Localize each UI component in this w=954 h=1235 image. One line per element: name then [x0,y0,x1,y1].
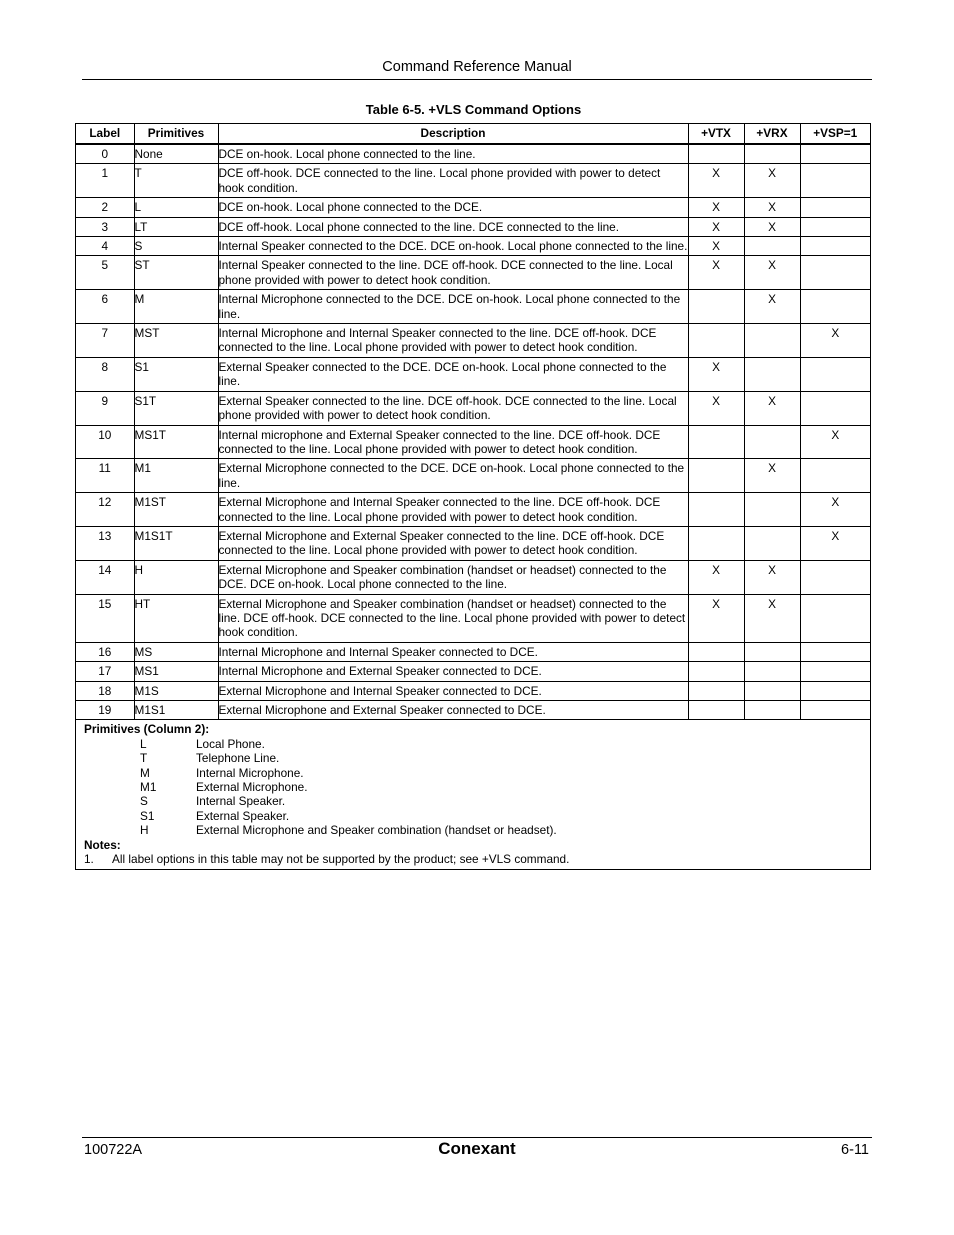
legend-item [84,737,862,751]
cell-vsp [800,198,870,217]
cell-vsp: X [800,324,870,358]
legend-meaning: External Microphone and Speaker combination (handset or headset). [196,823,557,838]
vls-options-table [76,124,870,720]
table-row [76,237,870,256]
cell-primitives: T [134,164,218,198]
cell-description: Internal Microphone and External Speaker connected to DCE. [218,662,688,681]
cell-primitives: LT [134,217,218,236]
legend-meaning: Telephone Line. [196,751,280,766]
cell-label: 19 [76,701,134,720]
column-header-vtx: +VTX [688,124,744,144]
cell-vtx [688,290,744,324]
cell-vtx: X [688,560,744,594]
note-number: 1. [84,852,94,867]
cell-vtx [688,425,744,459]
column-header-vsp: +VSP=1 [800,124,870,144]
note-text: All label options in this table may not be supported by the product; see +VLS command. [112,852,570,867]
cell-label: 11 [76,459,134,493]
table-title: Table 6-5. +VLS Command Options [365,102,582,117]
legend-item [84,780,862,794]
legend-code: H [140,823,149,838]
cell-vsp [800,357,870,391]
legend-code: S1 [140,808,155,823]
cell-description: DCE off-hook. Local phone connected to the line. DCE connected to the line. [218,217,688,236]
table-row [76,290,870,324]
cell-vrx [744,662,800,681]
cell-primitives: ST [134,256,218,290]
legend-item [84,794,862,808]
legend-meaning: Internal Speaker. [196,794,286,809]
cell-vrx [744,237,800,256]
cell-label: 4 [76,237,134,256]
table-row [76,493,870,527]
cell-label: 5 [76,256,134,290]
table-row [76,324,870,358]
legend-meaning: External Microphone. [196,780,308,795]
cell-vsp [800,391,870,425]
cell-primitives: L [134,198,218,217]
cell-vsp [800,144,870,164]
cell-vtx [688,642,744,661]
notes-list [84,852,862,866]
table-row [76,425,870,459]
cell-description: Internal microphone and External Speaker connected to the line. DCE off-hook. DCE connected to the line. Local phone provided with power to detect hook condition. [218,425,688,459]
cell-description: External Speaker connected to the line. DCE off-hook. DCE connected to the line. Local phone provided with power to detect hook condition. [218,391,688,425]
page-number: 6-11 [841,1142,869,1158]
vls-options-table-frame [75,123,871,870]
primitives-legend-list [84,737,862,838]
cell-vrx: X [744,217,800,236]
primitives-legend-title: Primitives (Column 2): [84,722,210,737]
cell-vtx [688,324,744,358]
cell-label: 16 [76,642,134,661]
cell-description: External Microphone and Internal Speaker connected to DCE. [218,681,688,700]
cell-primitives: HT [134,594,218,642]
cell-vtx: X [688,164,744,198]
table-row [76,357,870,391]
cell-vsp [800,701,870,720]
table-row [76,391,870,425]
cell-vsp [800,662,870,681]
cell-description: Internal Speaker connected to the DCE. DCE on-hook. Local phone connected to the line. [218,237,688,256]
cell-primitives: S1 [134,357,218,391]
cell-vsp: X [800,493,870,527]
legend-code: S [140,794,148,809]
cell-label: 15 [76,594,134,642]
cell-label: 3 [76,217,134,236]
cell-label: 13 [76,526,134,560]
cell-primitives: S1T [134,391,218,425]
legend-meaning: Internal Microphone. [196,765,304,780]
cell-vrx [744,357,800,391]
table-row [76,164,870,198]
cell-description: Internal Microphone connected to the DCE. DCE on-hook. Local phone connected to the line. [218,290,688,324]
cell-label: 12 [76,493,134,527]
legend-item [84,809,862,823]
cell-vrx: X [744,198,800,217]
cell-vrx: X [744,290,800,324]
cell-description: External Microphone connected to the DCE. DCE on-hook. Local phone connected to the line. [218,459,688,493]
cell-vtx: X [688,357,744,391]
table-row [76,594,870,642]
cell-label: 0 [76,144,134,164]
cell-vtx [688,526,744,560]
cell-vrx [744,324,800,358]
cell-vrx [744,144,800,164]
table-row [76,144,870,164]
cell-description: DCE off-hook. DCE connected to the line. Local phone provided with power to detect hook condition. [218,164,688,198]
cell-vrx: X [744,256,800,290]
legend-code: M [140,765,150,780]
cell-primitives: None [134,144,218,164]
cell-vsp [800,594,870,642]
cell-description: External Speaker connected to the DCE. DCE on-hook. Local phone connected to the line. [218,357,688,391]
table-row [76,681,870,700]
cell-primitives: M1S1 [134,701,218,720]
column-header-label: Label [76,124,134,144]
cell-label: 7 [76,324,134,358]
table-row [76,459,870,493]
cell-vtx [688,701,744,720]
cell-primitives: H [134,560,218,594]
cell-vsp: X [800,526,870,560]
cell-vrx: X [744,391,800,425]
cell-vsp [800,459,870,493]
table-row [76,662,870,681]
cell-vrx: X [744,560,800,594]
cell-vsp [800,217,870,236]
cell-primitives: S [134,237,218,256]
legend-item [84,766,862,780]
running-header-title: Command Reference Manual [382,59,572,75]
cell-description: External Microphone and Internal Speaker connected to the line. DCE off-hook. DCE connected to the line. Local phone provided with power to detect hook condition. [218,493,688,527]
cell-vtx [688,662,744,681]
cell-primitives: MS [134,642,218,661]
cell-label: 2 [76,198,134,217]
footer-rule [82,1137,872,1138]
cell-vsp [800,642,870,661]
cell-description: DCE on-hook. Local phone connected to the DCE. [218,198,688,217]
cell-vtx: X [688,594,744,642]
cell-vrx [744,681,800,700]
table-row [76,701,870,720]
cell-primitives: MST [134,324,218,358]
cell-vrx [744,642,800,661]
table-row [76,198,870,217]
table-header-row [76,124,870,144]
cell-vsp [800,681,870,700]
cell-label: 6 [76,290,134,324]
cell-description: External Microphone and Speaker combination (handset or headset) connected to the line. DCE off-hook. DCE connected to the line. Local phone provided with power to detect hook condition. [218,594,688,642]
table-row [76,560,870,594]
cell-vrx [744,493,800,527]
cell-vtx: X [688,391,744,425]
cell-description: Internal Speaker connected to the line. DCE off-hook. DCE connected to the line. Local phone provided with power to detect hook condition. [218,256,688,290]
cell-primitives: M1ST [134,493,218,527]
table-row [76,526,870,560]
cell-primitives: M1S [134,681,218,700]
cell-vtx [688,493,744,527]
cell-label: 17 [76,662,134,681]
cell-vsp: X [800,425,870,459]
cell-label: 9 [76,391,134,425]
cell-description: External Microphone and External Speaker connected to the line. DCE off-hook. DCE connected to the line. Local phone provided with power to detect hook condition. [218,526,688,560]
document-number: 100722A [84,1142,143,1158]
column-header-vrx: +VRX [744,124,800,144]
table-row [76,256,870,290]
table-footnotes [76,720,870,869]
cell-vtx: X [688,256,744,290]
cell-description: Internal Microphone and Internal Speaker connected to the line. DCE off-hook. DCE connected to the line. Local phone provided with power to detect hook condition. [218,324,688,358]
note-item [84,852,862,866]
cell-primitives: MS1 [134,662,218,681]
cell-vsp [800,290,870,324]
cell-description: External Microphone and External Speaker connected to DCE. [218,701,688,720]
cell-vrx: X [744,164,800,198]
company-name: Conexant [438,1139,516,1158]
cell-vsp [800,560,870,594]
column-header-primitives: Primitives [134,124,218,144]
notes-title: Notes: [84,837,121,852]
cell-primitives: M1 [134,459,218,493]
legend-item [84,751,862,765]
legend-meaning: External Speaker. [196,808,290,823]
cell-vrx [744,425,800,459]
table-body [76,144,870,720]
cell-vtx: X [688,198,744,217]
table-row [76,642,870,661]
legend-code: L [140,736,147,751]
cell-label: 14 [76,560,134,594]
legend-item [84,823,862,837]
cell-label: 10 [76,425,134,459]
cell-primitives: M [134,290,218,324]
cell-description: External Microphone and Speaker combination (handset or headset) connected to the DCE. DCE on-hook. Local phone connected to the line. [218,560,688,594]
cell-vtx [688,681,744,700]
cell-vrx [744,526,800,560]
cell-vtx [688,144,744,164]
cell-primitives: MS1T [134,425,218,459]
column-header-description: Description [218,124,688,144]
cell-primitives: M1S1T [134,526,218,560]
cell-label: 1 [76,164,134,198]
cell-vrx [744,701,800,720]
cell-vsp [800,256,870,290]
cell-description: Internal Microphone and Internal Speaker connected to DCE. [218,642,688,661]
cell-vtx: X [688,217,744,236]
table-row [76,217,870,236]
header-rule [82,79,872,80]
cell-vsp [800,237,870,256]
cell-label: 8 [76,357,134,391]
legend-meaning: Local Phone. [196,736,265,751]
cell-description: DCE on-hook. Local phone connected to the line. [218,144,688,164]
cell-label: 18 [76,681,134,700]
cell-vrx: X [744,594,800,642]
cell-vtx [688,459,744,493]
legend-code: T [140,751,148,766]
cell-vrx: X [744,459,800,493]
cell-vsp [800,164,870,198]
legend-code: M1 [140,780,157,795]
cell-vtx: X [688,237,744,256]
